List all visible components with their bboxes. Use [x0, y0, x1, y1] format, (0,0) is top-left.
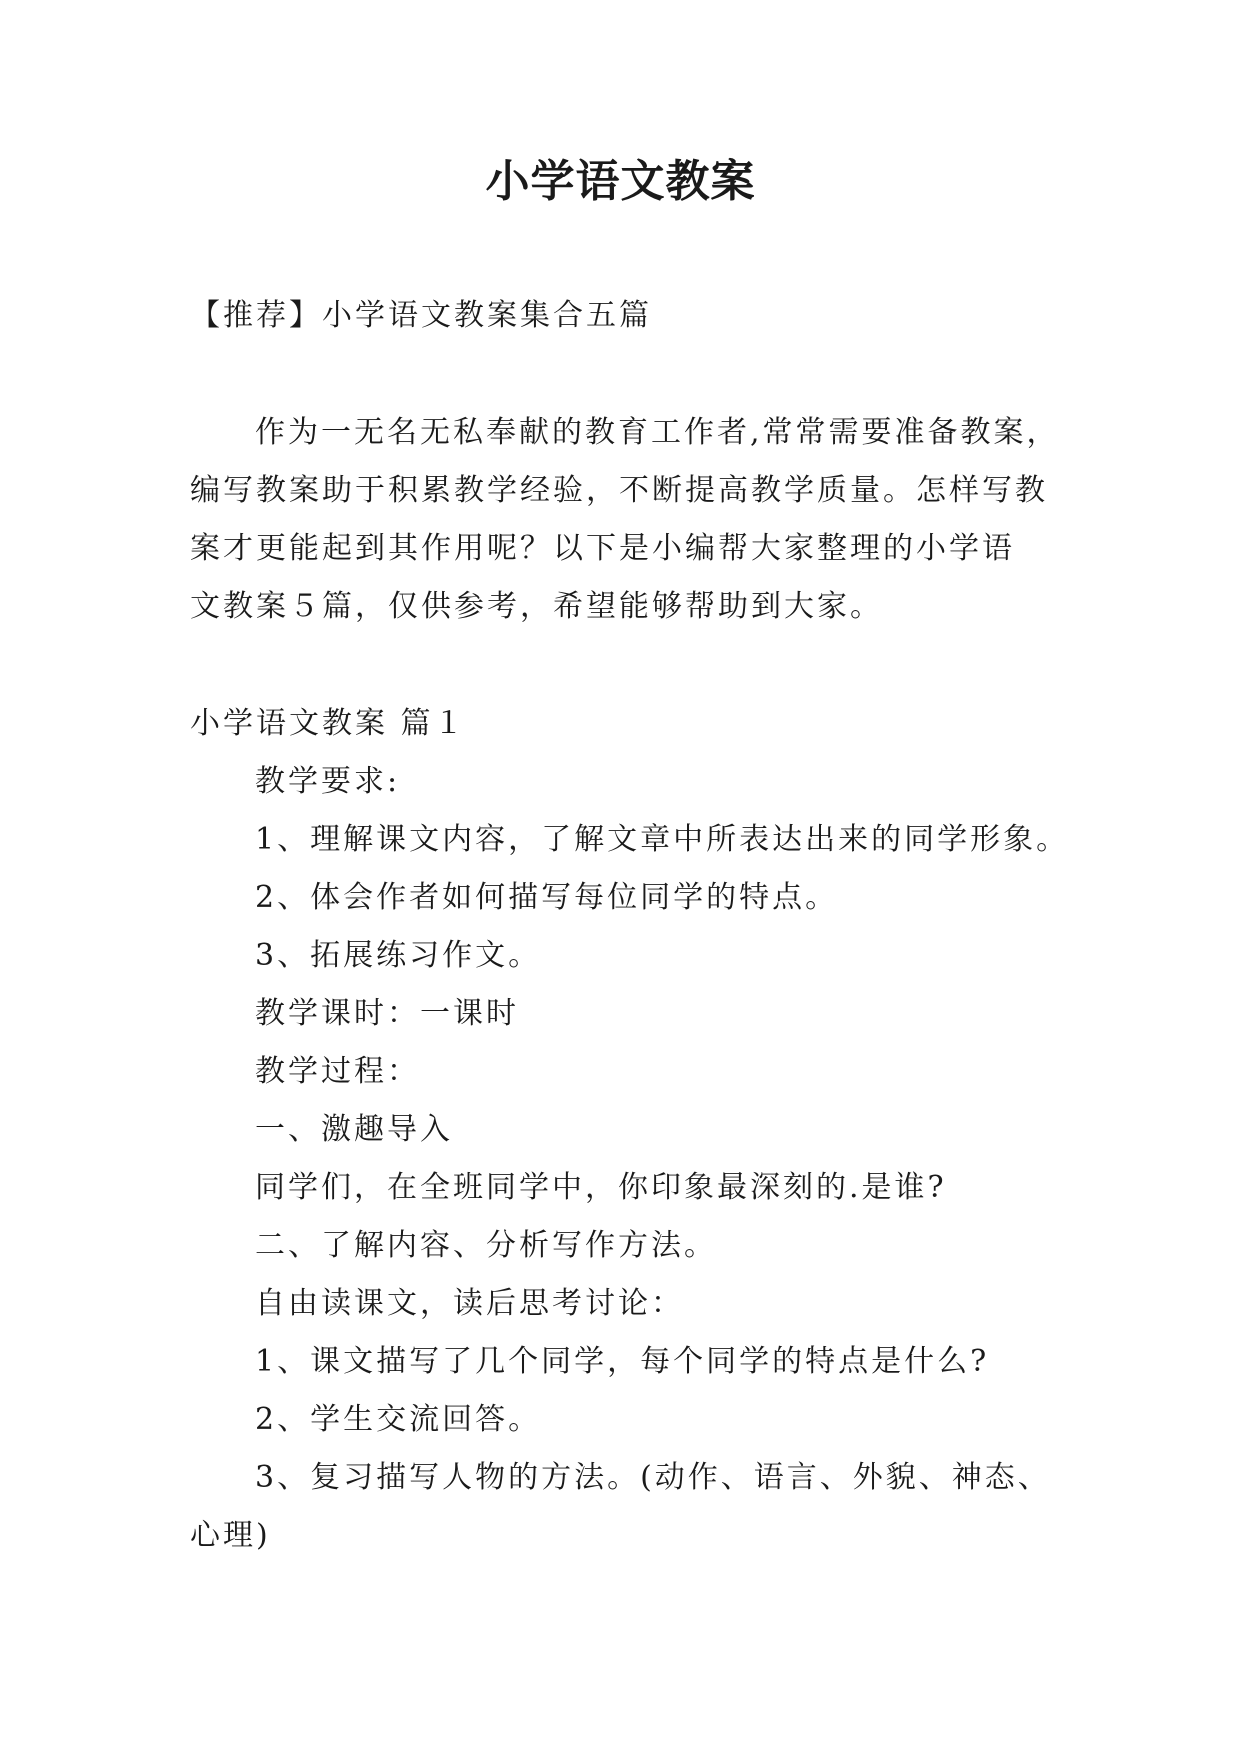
intro-line: 案才更能起到其作用呢？以下是小编帮大家整理的小学语	[190, 531, 1015, 566]
intro-line: 文教案５篇，仅供参考，希望能够帮助到大家。	[190, 589, 883, 624]
section-heading: 小学语文教案 篇１	[190, 706, 467, 741]
body-line: 1、理解课文内容，了解文章中所表达出来的同学形象。	[255, 822, 1070, 857]
body-line: 2、体会作者如何描写每位同学的特点。	[255, 880, 839, 915]
body-line: 教学课时：一课时	[255, 996, 519, 1031]
body-line: 同学们，在全班同学中，你印象最深刻的.是谁?	[255, 1170, 947, 1205]
body-line: 3、复习描写人物的方法。(动作、语言、外貌、神态、	[255, 1460, 1051, 1495]
intro-line: 作为一无名无私奉献的教育工作者,常常需要准备教案，	[255, 415, 1060, 450]
body-line: 自由读课文，读后思考讨论：	[255, 1286, 684, 1321]
document-title: 小学语文教案	[485, 156, 756, 207]
body-line: 1、课文描写了几个同学，每个同学的特点是什么?	[255, 1344, 990, 1379]
body-line: 2、学生交流回答。	[255, 1402, 542, 1437]
body-line: 3、拓展练习作文。	[255, 938, 542, 973]
body-line: 心理)	[190, 1518, 271, 1553]
body-line: 一、激趣导入	[255, 1112, 453, 1147]
intro-line: 编写教案助于积累教学经验，不断提高教学质量。怎样写教	[190, 473, 1048, 508]
body-line: 教学要求:	[255, 764, 401, 799]
body-line: 二、了解内容、分析写作方法。	[255, 1228, 717, 1263]
body-line: 教学过程：	[255, 1054, 420, 1089]
document-subtitle: 【推荐】小学语文教案集合五篇	[190, 298, 652, 333]
